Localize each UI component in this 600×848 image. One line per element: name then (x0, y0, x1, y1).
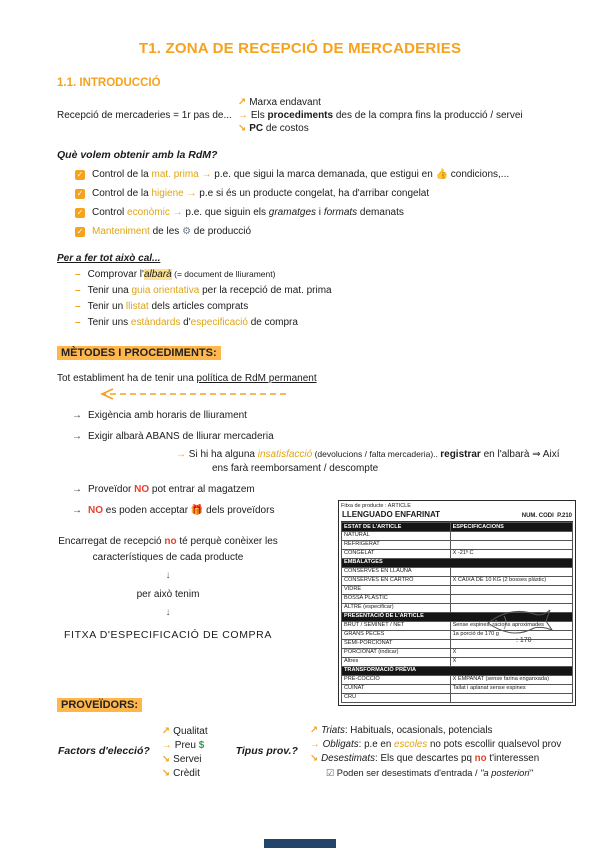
methods-subnote-line2: ens farà reemborsament / descompte (212, 463, 379, 474)
check-icon: ✓ (76, 227, 84, 236)
dash-list-item (75, 301, 600, 312)
cell: CRU (342, 693, 451, 702)
cell: BOSSA PLÀSTIC (342, 594, 451, 603)
seg: Control de la (92, 188, 152, 199)
encarregat-mid: per això tenim (136, 588, 200, 600)
checkbox-icon: ☑ (325, 768, 335, 778)
cell: X (450, 648, 572, 657)
seg: dels proveïdors (203, 505, 275, 516)
seg: p.e. que sigui la marca demanada, que estigui en (211, 169, 436, 180)
tipus-item (310, 725, 561, 736)
cell: PORCIONAT (indicar) (342, 648, 451, 657)
checklist-text (92, 169, 509, 180)
keyword-economic: econòmic (127, 207, 170, 218)
cell: REFRIGERAT (342, 540, 451, 549)
arrow-up-right-icon: ↗ (161, 725, 171, 737)
seg: de costos (263, 123, 309, 134)
keyword-gramatges: gramatges (268, 207, 317, 218)
down-arrow-icon: ↓ (165, 570, 171, 581)
col-header: ESTAT DE L'ARTICLE (342, 523, 451, 532)
section-label: TRANSFORMACIÓ PRÈVIA (342, 666, 573, 675)
dash-icon: – (75, 269, 81, 280)
seg: Control de la (92, 169, 152, 180)
checklist-item (75, 169, 600, 180)
checklist (75, 169, 600, 237)
tipus-item (310, 753, 561, 764)
keyword-triats: Triats (321, 725, 345, 736)
methods-item (72, 431, 600, 442)
arrow-right-icon: → (176, 449, 186, 460)
branch-line-marxa (238, 97, 523, 108)
arrow-right-icon: → (72, 410, 82, 421)
product-code (522, 513, 572, 519)
cell: X -21º C (450, 549, 572, 558)
seg: Marxa endavant (249, 97, 321, 108)
seg: : Els que descartes pq (375, 753, 475, 764)
table-row (342, 540, 573, 549)
methods-item (72, 410, 600, 421)
arrow-up-right-icon: ↗ (237, 97, 247, 108)
proveidors-section (0, 698, 600, 779)
arrow-right-icon: → (161, 739, 172, 751)
cell: NATURAL (342, 531, 451, 540)
cell: CUINAT (342, 684, 451, 693)
seg: no pots escollir qualsevol prov (427, 739, 562, 750)
tipus-label: Tipus prov.? (235, 744, 298, 757)
table-row (342, 585, 573, 594)
cell (450, 585, 572, 594)
cell: Tallat i aplanat sense espines (450, 684, 572, 693)
seg: Tenir uns (87, 317, 131, 328)
seg: dels articles comprats (148, 301, 249, 312)
page-title: T1. ZONA DE RECEPCIÓ DE MERCADERIES (138, 40, 462, 57)
intro-branch-root: Recepció de mercaderies = 1r pas de... (57, 110, 232, 121)
seg: de compra (247, 317, 298, 328)
keyword-no: NO (88, 505, 103, 516)
arrow-down-right-icon: ↘ (161, 767, 171, 779)
table-row (342, 675, 573, 684)
arrow-right-icon: → (72, 431, 82, 442)
seg: Poden ser desestimats d'entrada / (334, 768, 481, 778)
dash-icon: – (75, 317, 81, 328)
cell: BRUT / SEMINET / NET (342, 621, 451, 630)
encarregat-note (12, 534, 324, 643)
keyword-higiene: higiene (151, 188, 184, 199)
subheading-per-a-fer: Per a fer tot això cal... (57, 253, 161, 264)
proveidors-diagrams (58, 722, 600, 779)
seg: (= document de lliurament) (171, 269, 276, 279)
arrow-right-icon: → (201, 169, 212, 180)
arrow-right-icon: → (72, 484, 82, 495)
branch-line-procediments (238, 110, 523, 121)
seg: de producció (191, 226, 252, 237)
arrow-right-icon: → (186, 188, 197, 199)
keyword-especificacio: especificació (190, 317, 248, 328)
seg: t'interessen (486, 753, 540, 764)
dash-list (75, 269, 600, 328)
product-name: LLENGUADO ENFARINAT (342, 510, 441, 519)
checklist-item (75, 226, 600, 237)
section-row (342, 666, 573, 675)
dash-list-item (75, 285, 600, 296)
cell: CONSERVES EN LLAUNA (342, 567, 451, 576)
keyword-insatisfaccio: insatisfacció (257, 449, 313, 460)
seg: Encarregat de recepció (58, 536, 165, 547)
factors-group (58, 723, 208, 779)
encarregat-line1 (12, 534, 324, 550)
keyword-escoles: escoles (394, 739, 428, 750)
seg: Control (92, 207, 128, 218)
dash-icon: – (75, 301, 81, 312)
tipus-group (236, 722, 562, 779)
keyword-politica-rdm: política de RdM permanent (196, 373, 317, 384)
product-spec-card (338, 500, 576, 706)
seg: d' (180, 317, 191, 328)
question-heading: Què volem obtenir amb la RdM? (57, 149, 218, 161)
seg: : Habituals, ocasionals, potencials (344, 725, 493, 736)
seg: p.e si és un producte congelat, ha d'arribar congelat (196, 188, 430, 199)
seg: Comprovar l' (87, 269, 144, 280)
arrow-right-icon: → (172, 207, 183, 218)
cell (450, 540, 572, 549)
cell: CONGELAT (342, 549, 451, 558)
dash-text (88, 301, 249, 312)
keyword-mat-prima: mat. prima (151, 169, 199, 180)
checklist-text (92, 188, 429, 199)
table-row (342, 648, 573, 657)
cell: X (450, 657, 572, 666)
table-row (342, 684, 573, 693)
methods-intro (57, 373, 600, 384)
factors-items (162, 723, 208, 779)
dash-text (88, 285, 332, 296)
tipus-items (310, 722, 561, 779)
check-icon: ✓ (76, 208, 84, 217)
dashed-arrow-icon (88, 388, 288, 400)
seg: Preu (174, 739, 199, 751)
keyword-no: NO (134, 484, 150, 495)
cell: CONSERVES EN CARTRÓ (342, 576, 451, 585)
check-icon: ✓ (76, 189, 84, 198)
seg: Exigència amb horaris de lliurament (88, 410, 247, 421)
intro-branch-items (238, 97, 523, 134)
keyword-guia: guia orientativa (131, 285, 200, 296)
seg: Tenir una (87, 285, 132, 296)
methods-subnote (176, 449, 600, 460)
keyword-llistat: llistat (125, 301, 149, 312)
checklist-text (92, 207, 404, 218)
table-row (342, 567, 573, 576)
machine-gear-icon: ⚙ (182, 226, 192, 237)
arrow-right-icon: → (309, 739, 320, 750)
cell (450, 567, 572, 576)
seg: Qualitat (173, 725, 208, 737)
methods-item (72, 484, 600, 495)
checklist-text (92, 226, 251, 237)
cell: SEMI-PORCIONAT (342, 639, 451, 648)
checklist-item (75, 207, 600, 218)
down-arrow-icon: ↓ (165, 607, 171, 618)
seg: pot entrar al magatzem (149, 484, 255, 495)
dash-list-item (75, 269, 600, 280)
seg: Si hi ha alguna (188, 449, 258, 460)
cell (450, 531, 572, 540)
arrow-down-right-icon: ↘ (237, 123, 247, 134)
keyword-pc: PC (249, 123, 264, 134)
intro-branch (57, 97, 600, 134)
keyword-no: no (474, 753, 487, 764)
dollar-icon: $ (198, 739, 205, 751)
fitxa-title: FITXA D'ESPECIFICACIÓ DE COMPRA (64, 628, 272, 641)
seg: p.e. que siguin els (182, 207, 269, 218)
tipus-item (310, 739, 561, 750)
keyword-desestimats: Desestimats (321, 753, 375, 764)
seg: "a posteriori" (480, 768, 533, 778)
note-a-posteriori (326, 768, 561, 779)
dash-text (88, 269, 276, 280)
seg: Exigir albarà ABANS de lliurar mercaderia (88, 431, 274, 442)
arrow-right-icon: → (72, 505, 82, 516)
proveidors-heading: PROVEÏDORS: (57, 698, 142, 712)
arrow-right-icon: → (237, 110, 248, 121)
seg: : p.e en (358, 739, 395, 750)
cell: ALTRE (especificar) (342, 603, 451, 612)
table-row (342, 657, 573, 666)
keyword-no: no (164, 536, 177, 547)
encarregat-line2: característiques de cada producte (92, 551, 244, 563)
section-row (342, 558, 573, 567)
table-row (342, 549, 573, 558)
branch-line-pc (238, 123, 523, 134)
arrow-up-right-icon: ↗ (309, 725, 319, 736)
keyword-obligats: Obligats (322, 739, 359, 750)
cell: VIDRE (342, 585, 451, 594)
cell: X CAIXA DE 10 KG (2 bosses plàstic) (450, 576, 572, 585)
seg: Els (250, 110, 268, 121)
seg: (devolucions / falta mercaderia).. (312, 449, 441, 459)
keyword-registrar: registrar (440, 449, 481, 460)
checklist-item (75, 188, 600, 199)
seg: Servei (173, 753, 202, 765)
keyword-estandards: estàndards (130, 317, 181, 328)
dash-text (88, 317, 298, 328)
seg: de les (149, 226, 183, 237)
section-label: EMBALATGES (342, 558, 573, 567)
table-header-row (342, 523, 573, 532)
dash-list-item (75, 317, 600, 328)
keyword-manteniment: Manteniment (92, 226, 150, 237)
gift-icon: 🎁 (190, 505, 204, 516)
section-label: PRESENTACIÓ DE L'ARTICLE (342, 612, 573, 621)
seg: en l'albarà ⇒ Així (480, 449, 560, 460)
fish-portion-label: : 170 (516, 637, 532, 644)
methods-heading: MÈTODES I PROCEDIMENTS: (57, 346, 221, 360)
keyword-formats: formats (323, 207, 358, 218)
page-footer-bar (264, 839, 336, 848)
seg: Proveïdor (88, 484, 135, 495)
code-label: NUM. CODI (521, 513, 554, 519)
thumbs-up-icon: 👍 (435, 169, 448, 180)
seg: Tenir un (87, 301, 126, 312)
factor-item (162, 754, 208, 765)
seg: Crèdit (173, 767, 200, 779)
seg: i (316, 207, 324, 218)
cell: Sense espines, racions aproximades (450, 621, 572, 630)
card-kicker: Fitxa de producte : ARTICLE (341, 503, 411, 509)
seg: té perquè conèixer les (176, 536, 278, 547)
cell: X EMPANAT (sense farina enganxada) (450, 675, 572, 684)
col-header: ESPECIFICACIONS (450, 523, 572, 532)
keyword-procediments: procediments (267, 110, 334, 121)
check-icon: ✓ (76, 170, 84, 179)
cell: PRE-COCCIÓ (342, 675, 451, 684)
dash-icon: – (75, 285, 81, 296)
seg: des de la compra fins la producció / servei (333, 110, 523, 121)
table-row (342, 576, 573, 585)
factor-item (162, 768, 208, 779)
code-value: P.210 (557, 513, 572, 519)
factor-item (162, 740, 208, 751)
cell: GRANS PECES (342, 630, 451, 639)
seg: condicions,... (448, 169, 510, 180)
factors-label: Factors d'elecció? (58, 744, 150, 757)
keyword-albara: albarà (143, 269, 172, 280)
seg: per la recepció de mat. prima (199, 285, 332, 296)
card-header (341, 509, 573, 522)
fish-sketch-icon (482, 600, 570, 646)
factor-item (162, 726, 208, 737)
cell: 1a porció de 170 g (450, 630, 572, 639)
arrow-down-right-icon: ↘ (161, 753, 171, 765)
seg: es poden acceptar (103, 505, 191, 516)
cell: Altres (342, 657, 451, 666)
section-intro-heading: 1.1. INTRODUCCIÓ (57, 77, 161, 89)
seg: Tot establiment ha de tenir una (57, 373, 197, 384)
arrow-down-right-icon: ↘ (309, 753, 319, 764)
seg: demanats (357, 207, 404, 218)
table-row (342, 531, 573, 540)
